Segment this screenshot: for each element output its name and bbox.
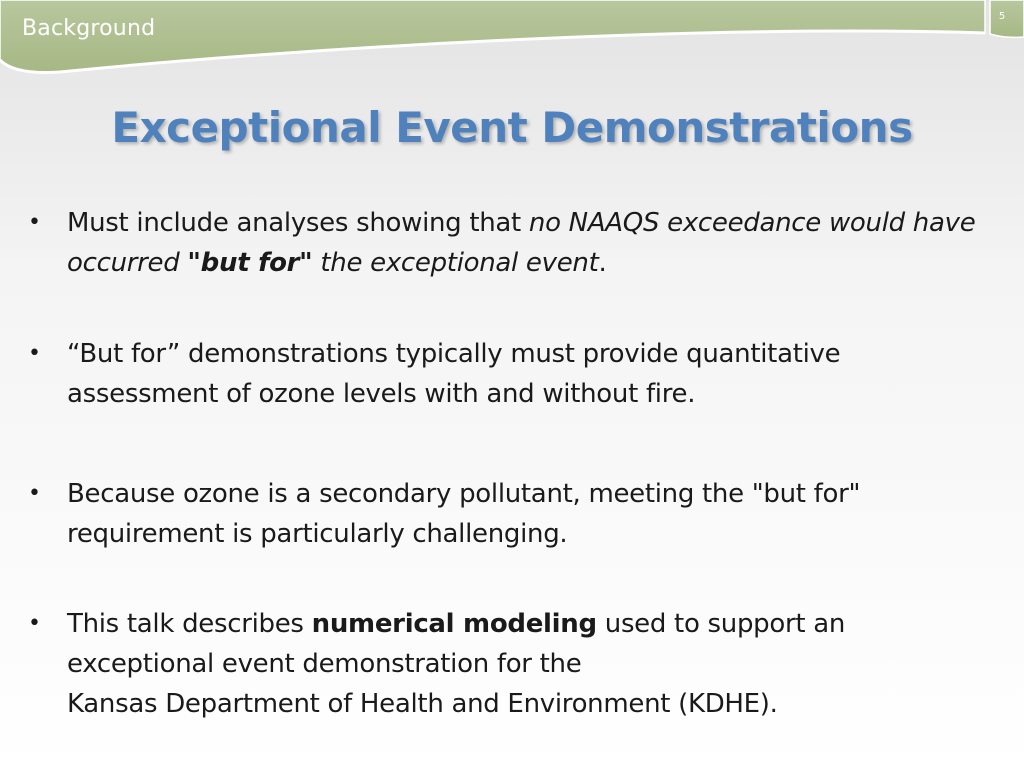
bullet-text-plain: Must include analyses showing that xyxy=(67,208,529,238)
bullet-item-secondary-pollutant xyxy=(28,474,978,554)
bullet-text-italic-end: the exceptional event xyxy=(312,248,599,278)
bullet-text-bold-italic: "but for" xyxy=(187,248,313,278)
bullet-text-plain: This talk describes xyxy=(67,609,312,639)
bullet-item-numerical-modeling xyxy=(28,604,978,724)
bullet-text-italic: no NAAQS exceedance would have occurred xyxy=(67,208,976,278)
bullet-text: “But for” demonstrations typically must provide quantitative assessment of ozone levels with and without fire. xyxy=(67,339,841,409)
bullet-item-quantitative xyxy=(28,334,978,414)
bullet-marker: • xyxy=(28,341,41,366)
bullet-marker: • xyxy=(28,481,41,506)
slide-number: 5 xyxy=(998,11,1006,22)
bullet-text-period: . xyxy=(598,248,607,278)
bullet-marker: • xyxy=(28,611,41,636)
bullet-text xyxy=(67,203,978,283)
bullet-text-continued: used to support an exceptional event demonstration for the xyxy=(67,609,846,679)
bullet-marker: • xyxy=(28,210,41,235)
slide-title: Exceptional Event Demonstrations xyxy=(111,103,913,152)
bullet-item-but-for xyxy=(28,203,978,283)
section-label: Background xyxy=(22,16,156,41)
bullet-text: Because ozone is a secondary pollutant, meeting the "but for" requirement is particularly challenging. xyxy=(67,479,861,549)
bullet-text-agency: Kansas Department of Health and Environment (KDHE). xyxy=(67,689,778,719)
bullet-text xyxy=(67,604,978,724)
bullet-text-bold: numerical modeling xyxy=(311,609,597,639)
